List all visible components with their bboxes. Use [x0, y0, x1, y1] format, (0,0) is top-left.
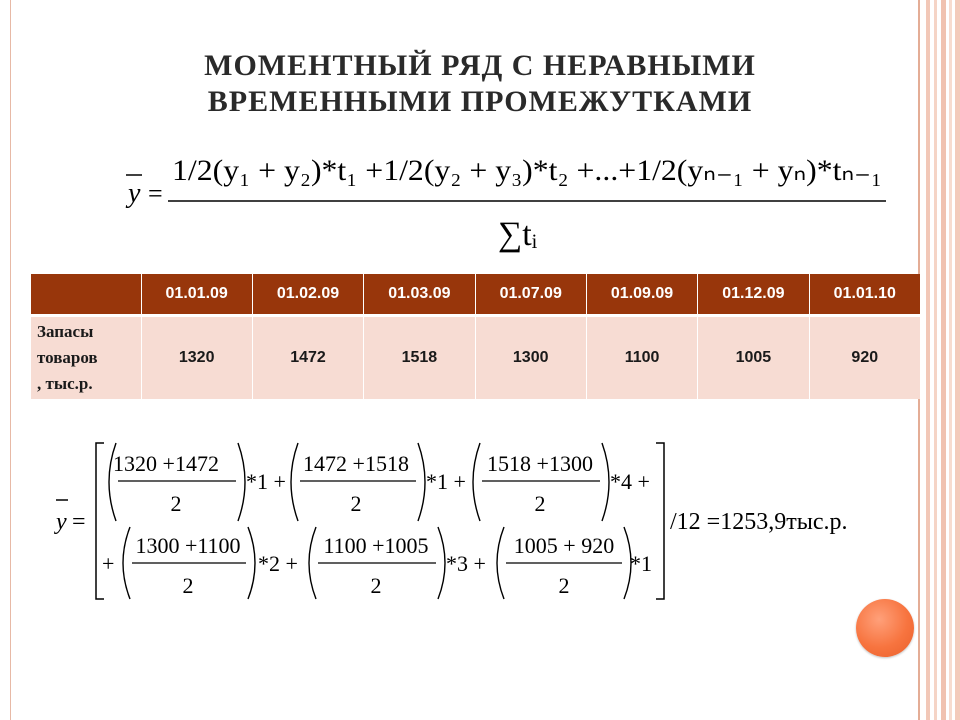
term-multiplier: *1 + — [246, 469, 286, 494]
value-cell: 1005 — [698, 316, 809, 400]
value-cell: 1518 — [364, 316, 475, 400]
term-numerator: 1100 +1005 — [323, 533, 429, 558]
term-denominator: 2 — [170, 491, 182, 516]
term-denominator: 2 — [182, 573, 194, 598]
term-multiplier: *1 + — [426, 469, 466, 494]
value-cell: 1100 — [586, 316, 697, 400]
title-line-1: МОМЕНТНЫЙ РЯД С НЕРАВНЫМИ — [204, 49, 756, 82]
term-multiplier: *4 + — [610, 469, 650, 494]
value-cell: 920 — [809, 316, 920, 400]
formula-equals: = — [72, 509, 86, 535]
value-cell: 1320 — [141, 316, 252, 400]
term-prefix: + — [102, 551, 115, 576]
row-label-inventory — [31, 316, 141, 400]
date-header: 01.09.09 — [586, 274, 697, 316]
term-numerator: 1472 +1518 — [303, 451, 409, 476]
term-denominator: 2 — [534, 491, 546, 516]
formula-result: /12 =1253,9тыс.р. — [670, 509, 848, 535]
formula-equals: = — [148, 179, 163, 208]
term-multiplier: *3 + — [446, 551, 486, 576]
date-header: 01.02.09 — [252, 274, 363, 316]
date-header: 01.07.09 — [475, 274, 586, 316]
table-row — [31, 316, 921, 400]
date-header: 01.03.09 — [364, 274, 475, 316]
term-numerator: 1300 +1100 — [135, 533, 241, 558]
formula-denominator: ∑tᵢ — [498, 216, 538, 253]
sum-term — [123, 527, 298, 599]
term-denominator: 2 — [370, 573, 382, 598]
sum-term — [473, 443, 650, 521]
sum-term — [109, 443, 286, 521]
date-header: 01.01.10 — [809, 274, 920, 316]
term-multiplier: *2 + — [258, 551, 298, 576]
formula-lhs-y: y — [56, 509, 67, 535]
decorative-orb — [856, 599, 914, 657]
value-cell: 1300 — [475, 316, 586, 400]
term-denominator: 2 — [558, 573, 570, 598]
sum-term — [291, 443, 466, 521]
row-label-line: Запасы — [37, 322, 94, 341]
inventory-table — [31, 274, 921, 399]
formula-lhs-y: y — [128, 178, 141, 209]
formula-numerator: 1/2(y₁ + y₂)*t₁ +1/2(y₂ + y₃)*t₂ +...+1/2(yₙ₋₁ + yₙ)*tₙ₋₁ — [172, 154, 883, 187]
slide-title — [0, 48, 960, 120]
date-header: 01.01.09 — [141, 274, 252, 316]
table-header-row — [31, 274, 921, 316]
row-label-line: , тыс.р. — [37, 374, 93, 393]
term-multiplier: *1 — [630, 551, 652, 576]
title-line-2: ВРЕМЕННЫМИ ПРОМЕЖУТКАМИ — [207, 85, 753, 118]
date-header: 01.12.09 — [698, 274, 809, 316]
computed-formula — [50, 435, 890, 605]
term-numerator: 1320 +1472 — [113, 451, 219, 476]
header-corner-cell — [31, 274, 141, 316]
general-formula — [120, 145, 900, 255]
row-label-line: товаров — [37, 348, 98, 367]
value-cell: 1472 — [252, 316, 363, 400]
term-numerator: 1518 +1300 — [487, 451, 593, 476]
right-bracket — [656, 443, 664, 599]
sum-term — [497, 527, 652, 599]
term-denominator: 2 — [350, 491, 362, 516]
term-numerator: 1005 + 920 — [513, 533, 615, 558]
sum-term — [309, 527, 486, 599]
